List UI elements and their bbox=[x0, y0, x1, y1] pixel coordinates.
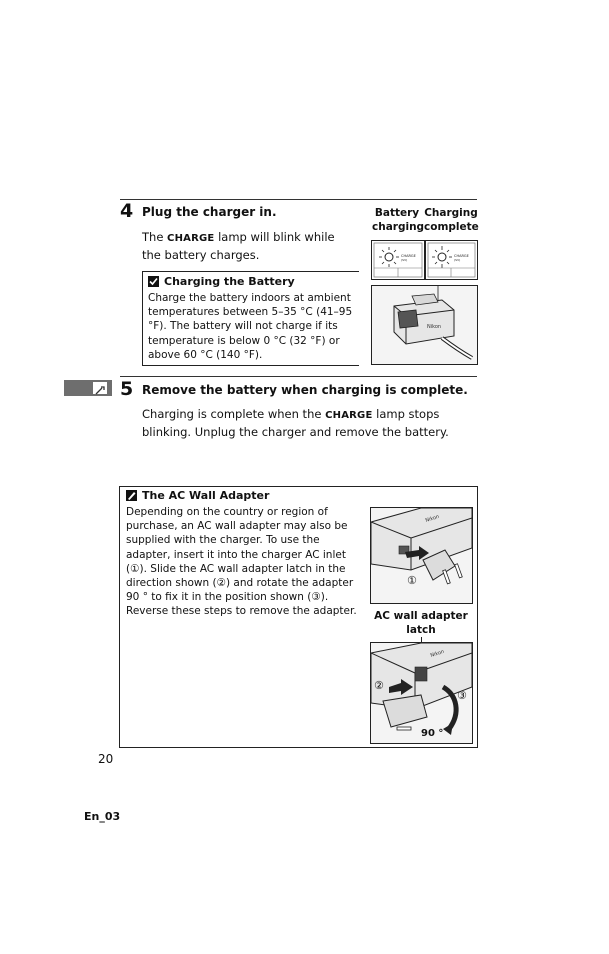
step-5-title: Remove the battery when charging is complete. bbox=[142, 383, 468, 397]
marker-1: ① bbox=[407, 574, 417, 587]
document-code: En_03 bbox=[84, 810, 121, 823]
pencil-note-icon bbox=[126, 490, 137, 501]
adapter-insert-illustration bbox=[370, 507, 473, 604]
step-5-number: 5 bbox=[120, 378, 134, 400]
ac-adapter-latch-label: AC wall adapter latch bbox=[374, 610, 468, 636]
step-5-text bbox=[142, 406, 472, 440]
svg-text:Nikon: Nikon bbox=[427, 324, 442, 330]
step-4-text bbox=[142, 229, 347, 263]
step-5-text-after: lamp stops blinking. Unplug the charger and remove the battery. bbox=[142, 407, 449, 439]
lamp-steady-illustration bbox=[426, 241, 477, 279]
section-rule-top bbox=[120, 199, 477, 200]
panel-charge-text-1: CHARGE bbox=[401, 254, 416, 258]
charging-note-header bbox=[148, 275, 359, 288]
section-tab bbox=[64, 380, 112, 396]
lamp-panel-complete bbox=[425, 240, 478, 280]
ac-adapter-title: The AC Wall Adapter bbox=[142, 489, 270, 502]
page-number: 20 bbox=[98, 752, 114, 766]
lamp-blinking-illustration bbox=[372, 241, 424, 279]
step-4-text-before: The bbox=[142, 230, 168, 244]
marker-3: ③ bbox=[457, 689, 467, 702]
checkmark-icon bbox=[148, 276, 159, 287]
charge-word: CHARGE bbox=[167, 233, 215, 244]
ac-adapter-body: Depending on the country or region of purchase, an AC wall adapter may also be supplied with the charger. To use the adapter, insert it into the charger AC inlet (①). Slide the AC wall adapter latch in the direction shown (②) and rotate the adapter 90 ° to fix it in the position shown (③). Reverse these steps to remove the adapter. bbox=[126, 506, 357, 618]
ac-adapter-note bbox=[119, 486, 478, 748]
step-4-title: Plug the charger in. bbox=[142, 205, 277, 219]
charger-illustration bbox=[371, 285, 478, 365]
wrench-tab-icon bbox=[93, 382, 107, 394]
svg-text:Nikon: Nikon bbox=[424, 513, 441, 524]
label-charging-complete: Charging complete bbox=[424, 207, 479, 233]
marker-2: ② bbox=[374, 679, 384, 692]
step-4-text-after: lamp will blink while the battery charges. bbox=[142, 230, 335, 262]
section-rule-middle bbox=[120, 376, 477, 377]
svg-text:(SV): (SV) bbox=[401, 258, 408, 262]
step-5-text-before: Charging is complete when the bbox=[142, 407, 326, 421]
lamp-panel-charging bbox=[371, 240, 425, 280]
step-4-number: 4 bbox=[120, 200, 134, 222]
charging-note bbox=[142, 271, 359, 366]
charging-note-body: Charge the battery indoors at ambient temperatures between 5–35 °C (41–95 °F). The battery will not charge if its temperature is below 0 °C (32 °F) or above 60 °C (140 °F). bbox=[148, 292, 353, 361]
adapter-rotate-illustration bbox=[370, 642, 473, 744]
ac-adapter-header bbox=[126, 489, 358, 502]
charge-word-2: CHARGE bbox=[325, 410, 373, 421]
angle-label: 90 ° bbox=[421, 728, 444, 739]
charging-note-title: Charging the Battery bbox=[164, 275, 295, 288]
svg-text:(SV): (SV) bbox=[454, 258, 461, 262]
svg-text:Nikon: Nikon bbox=[429, 648, 446, 659]
label-battery-charging: Battery charging bbox=[372, 207, 425, 233]
svg-text:CHARGE: CHARGE bbox=[454, 254, 469, 258]
